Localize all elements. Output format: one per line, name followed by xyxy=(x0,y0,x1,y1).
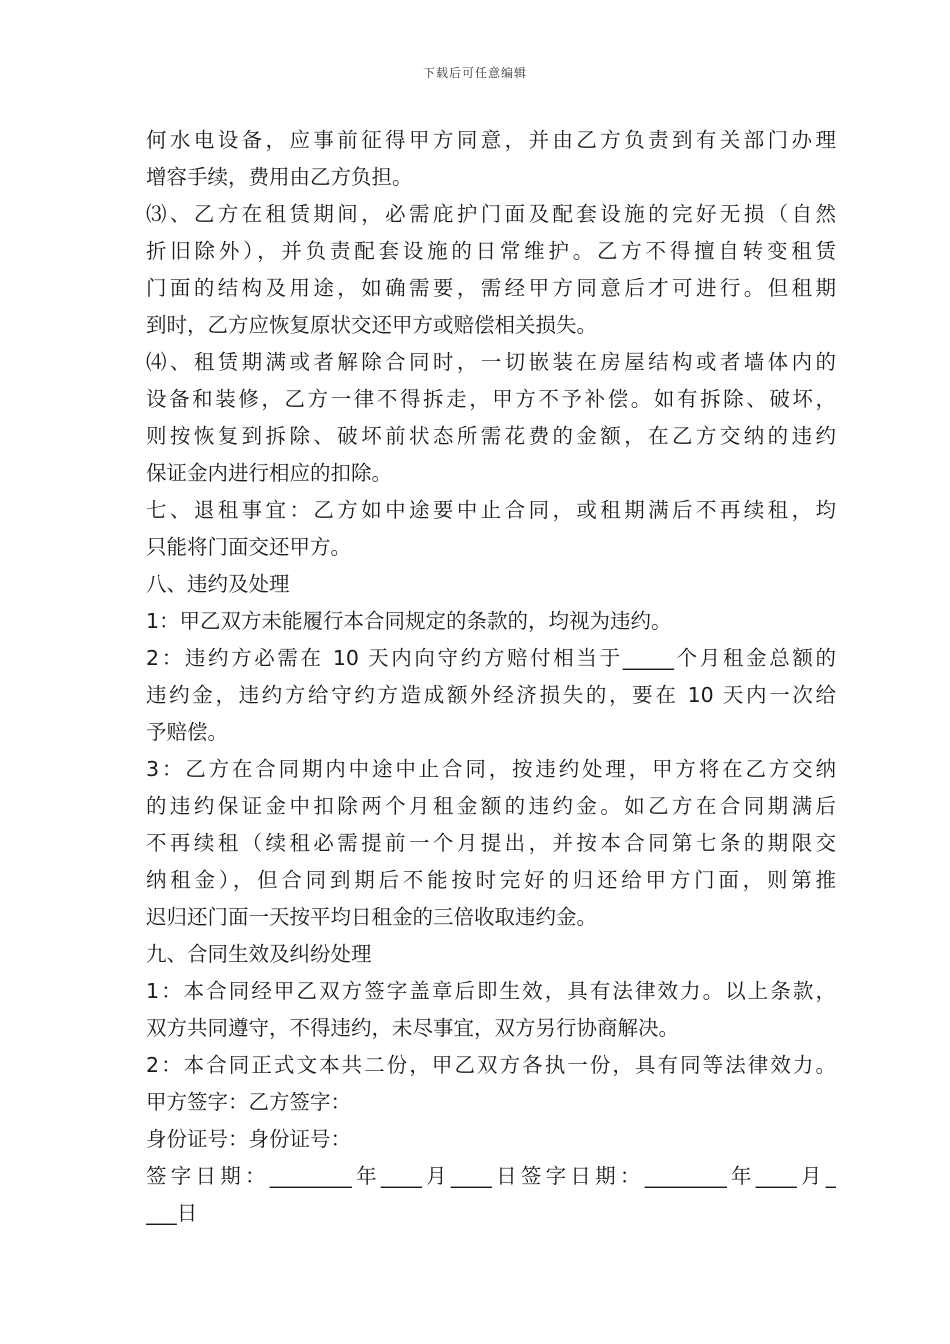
sign-date-line-continued: ___日 xyxy=(146,1201,198,1225)
page-header: 下载后可任意编辑 xyxy=(422,66,527,80)
text-line: 2：本合同正式文本共二份，甲乙双方各执一份，具有同等法律效力。 xyxy=(146,1053,836,1077)
text-line: 3：乙方在合同期内中途中止合同，按违约处理，甲方将在乙方交纳 xyxy=(146,757,836,781)
text-line: 增容手续，费用由乙方负担。 xyxy=(146,165,413,189)
text-line: 的违约保证金中扣除两个月租金额的违约金。如乙方在合同期满后 xyxy=(146,794,836,818)
text-line: 保证金内进行相应的扣除。 xyxy=(146,461,392,485)
text-line: ⑶、乙方在租赁期间，必需庇护门面及配套设施的完好无损（自然 xyxy=(146,202,836,226)
text-line: 1：甲乙双方未能履行本合同规定的条款的，均视为违约。 xyxy=(146,609,672,633)
text-line: 不再续租（续租必需提前一个月提出，并按本合同第七条的期限交 xyxy=(146,831,836,855)
text-line: 到时，乙方应恢复原状交还甲方或赔偿相关损失。 xyxy=(146,313,597,337)
text-line: 则按恢复到拆除、破坏前状态所需花费的金额，在乙方交纳的违约 xyxy=(146,424,836,448)
text-line: 七、退租事宜：乙方如中途要中止合同，或租期满后不再续租，均 xyxy=(146,498,836,522)
text-line: 门面的结构及用途，如确需要，需经甲方同意后才可进行。但租期 xyxy=(146,276,836,300)
text-line: 予赔偿。 xyxy=(146,720,228,744)
text-line: 1：本合同经甲乙双方签字盖章后即生效，具有法律效力。以上条款， xyxy=(146,979,836,1003)
id-number-line: 身份证号：身份证号： xyxy=(146,1127,351,1151)
text-line: 只能将门面交还甲方。 xyxy=(146,535,351,559)
text-line: 双方共同遵守，不得违约，未尽事宜，双方另行协商解决。 xyxy=(146,1016,679,1040)
sign-date-line: 签字日期：________年____月____日签字日期：________年____月_ xyxy=(146,1164,836,1188)
text-line: 何水电设备，应事前征得甲方同意，并由乙方负责到有关部门办理 xyxy=(146,128,836,152)
text-line: ⑷、租赁期满或者解除合同时，一切嵌装在房屋结构或者墙体内的 xyxy=(146,350,836,374)
text-line: 设备和装修，乙方一律不得拆走，甲方不予补偿。如有拆除、破坏， xyxy=(146,387,836,411)
document-body xyxy=(146,122,836,1232)
section-heading: 八、违约及处理 xyxy=(146,572,290,596)
text-line: 纳租金），但合同到期后不能按时完好的归还给甲方门面，则第推 xyxy=(146,868,836,892)
text-line: 迟归还门面一天按平均日租金的三倍收取违约金。 xyxy=(146,905,597,929)
text-line: 折旧除外），并负责配套设施的日常维护。乙方不得擅自转变租赁 xyxy=(146,239,836,263)
signature-line: 甲方签字：乙方签字： xyxy=(146,1090,351,1114)
section-heading: 九、合同生效及纠纷处理 xyxy=(146,942,372,966)
text-line: 2：违约方必需在 10 天内向守约方赔付相当于_____个月租金总额的 xyxy=(146,646,836,670)
text-line: 违约金，违约方给守约方造成额外经济损失的，要在 10 天内一次给 xyxy=(146,683,836,707)
